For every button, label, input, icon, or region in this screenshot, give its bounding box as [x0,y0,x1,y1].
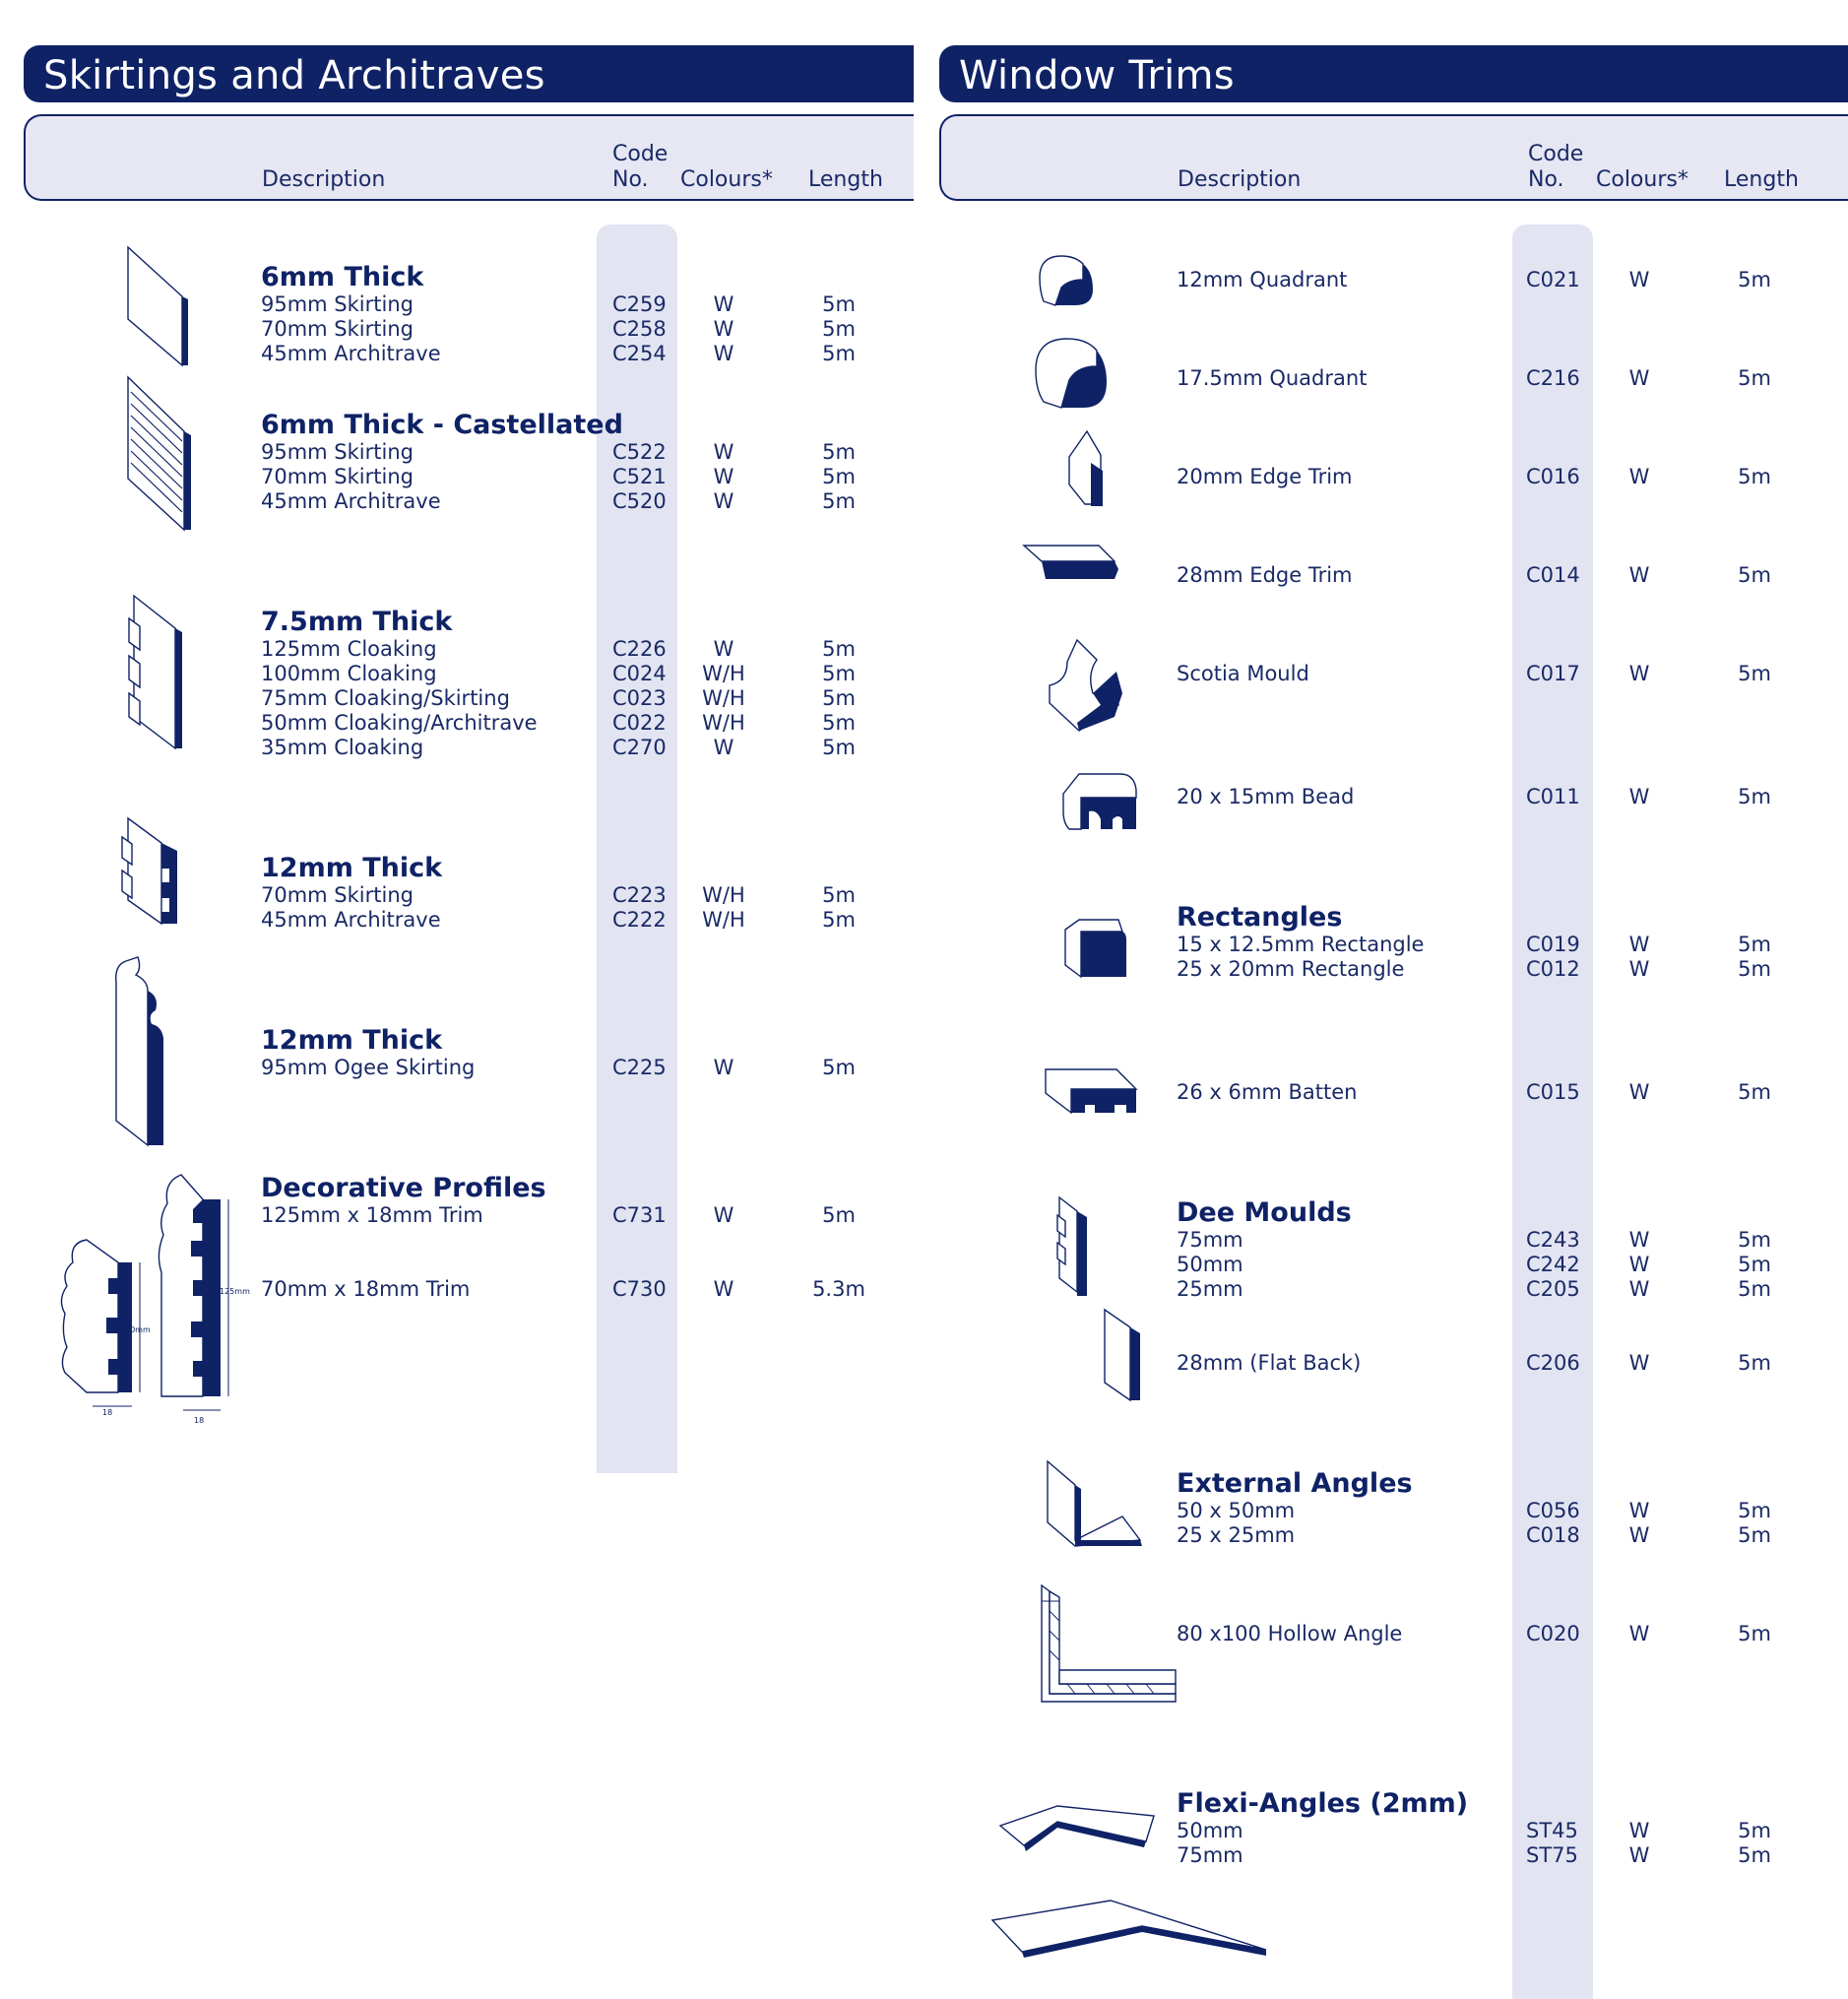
item-desc: 26 x 6mm Batten [1177,1080,1358,1104]
row-length: 5m [1738,1277,1771,1301]
group-title: 7.5mm Thick [261,607,453,637]
row-desc: 100mm Cloaking [261,662,437,685]
right-code-band [1512,225,1593,1999]
row-desc: 70mm x 18mm Trim [261,1277,471,1301]
row-desc: 125mm x 18mm Trim [261,1203,483,1227]
left-header [24,114,914,201]
row-desc: 70mm Skirting [261,465,414,488]
item-colour: W [1628,268,1650,291]
item-colour: W [1628,785,1650,808]
item-desc: 12mm Quadrant [1177,268,1348,291]
item-code: C216 [1526,366,1580,390]
left-banner [24,45,914,102]
header-code-1: Code [612,142,669,166]
edge-trim-28mm-profile-icon [1020,540,1122,585]
row-length: 5m [822,686,856,710]
row-colour: W [713,1277,734,1301]
batten-profile-icon [1042,1064,1142,1115]
item-code: C016 [1526,465,1580,488]
row-code: C023 [612,686,667,710]
header-code-1: Code [1528,142,1584,166]
row-length: 5m [822,489,856,513]
bead-20x15-profile-icon [1057,768,1140,837]
row-desc: 35mm Cloaking [261,736,424,759]
row-code: C522 [612,440,667,464]
row-desc: 50 x 50mm [1177,1499,1296,1522]
row-code: C223 [612,883,667,907]
external-angle-profile-icon [1044,1457,1144,1552]
row-colour: W [713,440,734,464]
item-code: C020 [1526,1622,1580,1645]
decorative-profile-125mm-icon [154,1170,248,1422]
item-desc: 80 x100 Hollow Angle [1177,1622,1403,1645]
item-code: C017 [1526,662,1580,685]
edge-trim-20mm-profile-icon [1063,427,1113,508]
group-title: 12mm Thick [261,1025,443,1056]
row-desc: 70mm Skirting [261,883,414,907]
group-title: External Angles [1177,1468,1413,1499]
right-header [939,114,1848,201]
row-colour: W [713,736,734,759]
item-colour: W [1628,1080,1650,1104]
item-length: 5m [1738,366,1771,390]
header-code-2: No. [1528,167,1564,192]
group-title: Dee Moulds [1177,1197,1352,1228]
row-colour: W [713,292,734,316]
header-description: Description [1178,167,1302,192]
row-length: 5m [1738,1499,1771,1522]
group-title: Flexi-Angles (2mm) [1177,1788,1469,1819]
row-colour: W [713,637,734,661]
row-desc: 15 x 12.5mm Rectangle [1177,933,1425,956]
item-colour: W [1628,366,1650,390]
left-title: Skirtings and Architraves [43,53,545,98]
row-desc: 75mm Cloaking/Skirting [261,686,510,710]
item-length: 5m [1738,662,1771,685]
row-code: C521 [612,465,667,488]
header-colours: Colours* [1596,167,1689,192]
row-length: 5m [822,1203,856,1227]
item-desc: 17.5mm Quadrant [1177,366,1368,390]
header-description: Description [262,167,386,192]
row-colour: W [1628,1819,1650,1842]
row-colour: W [1628,933,1650,956]
dim-125mm: 125mm [220,1287,250,1296]
row-colour: W/H [702,908,745,932]
item-desc: 28mm (Flat Back) [1177,1351,1362,1375]
row-code: C024 [612,662,667,685]
item-colour: W [1628,662,1650,685]
item-code: C206 [1526,1351,1580,1375]
item-colour: W [1628,465,1650,488]
item-desc: Scotia Mould [1177,662,1309,685]
row-code: C258 [612,317,667,341]
row-desc: 75mm [1177,1843,1243,1867]
flexi-angle-75mm-icon [988,1897,1272,1958]
dim-70mm: 70mm [125,1325,151,1334]
quadrant-17mm-profile-icon [1032,335,1111,414]
castellated-skirting-profile-icon [123,372,197,535]
group-title: 12mm Thick [261,853,443,883]
row-code: C226 [612,637,667,661]
row-desc: 45mm Architrave [261,489,441,513]
row-colour: W [713,317,734,341]
row-desc: 70mm Skirting [261,317,414,341]
row-code: C730 [612,1277,667,1301]
row-code: C056 [1526,1499,1580,1522]
row-desc: 95mm Skirting [261,440,414,464]
row-code: C254 [612,342,667,365]
rectangle-profile-icon [1061,916,1130,985]
flat-back-dee-profile-icon [1101,1306,1150,1404]
row-colour: W [713,465,734,488]
item-code: C021 [1526,268,1580,291]
scotia-mould-profile-icon [1042,636,1124,735]
row-desc: 95mm Ogee Skirting [261,1056,476,1079]
row-length: 5m [1738,1843,1771,1867]
quadrant-12mm-profile-icon [1036,252,1097,309]
row-code: C243 [1526,1228,1580,1252]
row-code: C259 [612,292,667,316]
item-length: 5m [1738,563,1771,587]
row-code: C019 [1526,933,1580,956]
row-desc: 50mm Cloaking/Architrave [261,711,538,735]
row-colour: W [713,1203,734,1227]
flexi-angle-50mm-icon [996,1802,1158,1853]
group-title: Rectangles [1177,902,1343,933]
row-length: 5m [822,736,856,759]
cloaking-profile-icon [126,591,195,753]
row-code: ST45 [1526,1819,1578,1842]
row-length: 5m [822,662,856,685]
skirting-6mm-profile-icon [123,242,192,370]
row-colour: W [713,342,734,365]
item-colour: W [1628,1351,1650,1375]
row-code: ST75 [1526,1843,1578,1867]
skirting-12mm-profile-icon [120,813,189,930]
row-colour: W [1628,1843,1650,1867]
header-code-2: No. [612,167,649,192]
row-colour: W/H [702,883,745,907]
right-banner [939,45,1848,102]
row-desc: 45mm Architrave [261,342,441,365]
row-desc: 25mm [1177,1277,1243,1301]
right-title: Window Trims [959,53,1235,98]
row-colour: W [713,489,734,513]
item-length: 5m [1738,1622,1771,1645]
row-length: 5m [1738,933,1771,956]
dim-18-b: 18 [194,1416,205,1425]
row-length: 5m [822,292,856,316]
item-code: C014 [1526,563,1580,587]
row-length: 5m [822,1056,856,1079]
row-length: 5m [822,883,856,907]
row-length: 5m [1738,1228,1771,1252]
row-colour: W/H [702,662,745,685]
row-desc: 75mm [1177,1228,1243,1252]
group-title: 6mm Thick [261,262,424,292]
row-code: C731 [612,1203,667,1227]
row-desc: 25 x 25mm [1177,1523,1296,1547]
hollow-angle-profile-icon [1038,1581,1181,1704]
row-length: 5m [1738,1819,1771,1842]
item-desc: 28mm Edge Trim [1177,563,1353,587]
dim-18-a: 18 [102,1408,113,1417]
item-code: C011 [1526,785,1580,808]
item-length: 5m [1738,465,1771,488]
row-code: C205 [1526,1277,1580,1301]
row-code: C270 [612,736,667,759]
row-desc: 45mm Architrave [261,908,441,932]
header-colours: Colours* [680,167,773,192]
header-length: Length [1724,167,1799,192]
row-colour: W [1628,1228,1650,1252]
row-colour: W [713,1056,734,1079]
header-length: Length [808,167,883,192]
row-colour: W [1628,1523,1650,1547]
row-code: C022 [612,711,667,735]
row-length: 5m [822,637,856,661]
row-length: 5m [822,342,856,365]
row-code: C222 [612,908,667,932]
item-code: C015 [1526,1080,1580,1104]
row-desc: 50mm [1177,1819,1243,1842]
item-length: 5m [1738,1080,1771,1104]
row-colour: W [1628,1499,1650,1522]
row-colour: W [1628,957,1650,981]
row-length: 5.3m [812,1277,865,1301]
item-length: 5m [1738,1351,1771,1375]
row-colour: W/H [702,686,745,710]
row-colour: W [1628,1253,1650,1276]
dee-mould-profile-icon [1055,1193,1095,1298]
row-code: C520 [612,489,667,513]
row-desc: 125mm Cloaking [261,637,437,661]
row-code: C225 [612,1056,667,1079]
item-length: 5m [1738,268,1771,291]
ogee-skirting-profile-icon [108,953,177,1150]
row-desc: 95mm Skirting [261,292,414,316]
row-length: 5m [1738,957,1771,981]
item-desc: 20 x 15mm Bead [1177,785,1355,808]
item-desc: 20mm Edge Trim [1177,465,1353,488]
row-length: 5m [822,465,856,488]
row-length: 5m [1738,1523,1771,1547]
row-length: 5m [1738,1253,1771,1276]
row-length: 5m [822,711,856,735]
row-code: C242 [1526,1253,1580,1276]
row-code: C018 [1526,1523,1580,1547]
row-colour: W/H [702,711,745,735]
item-colour: W [1628,1622,1650,1645]
item-colour: W [1628,563,1650,587]
row-desc: 25 x 20mm Rectangle [1177,957,1405,981]
item-length: 5m [1738,785,1771,808]
row-colour: W [1628,1277,1650,1301]
group-title: Decorative Profiles [261,1173,546,1203]
row-length: 5m [822,440,856,464]
group-title: 6mm Thick - Castellated [261,410,623,440]
row-length: 5m [822,908,856,932]
row-code: C012 [1526,957,1580,981]
row-desc: 50mm [1177,1253,1243,1276]
row-length: 5m [822,317,856,341]
